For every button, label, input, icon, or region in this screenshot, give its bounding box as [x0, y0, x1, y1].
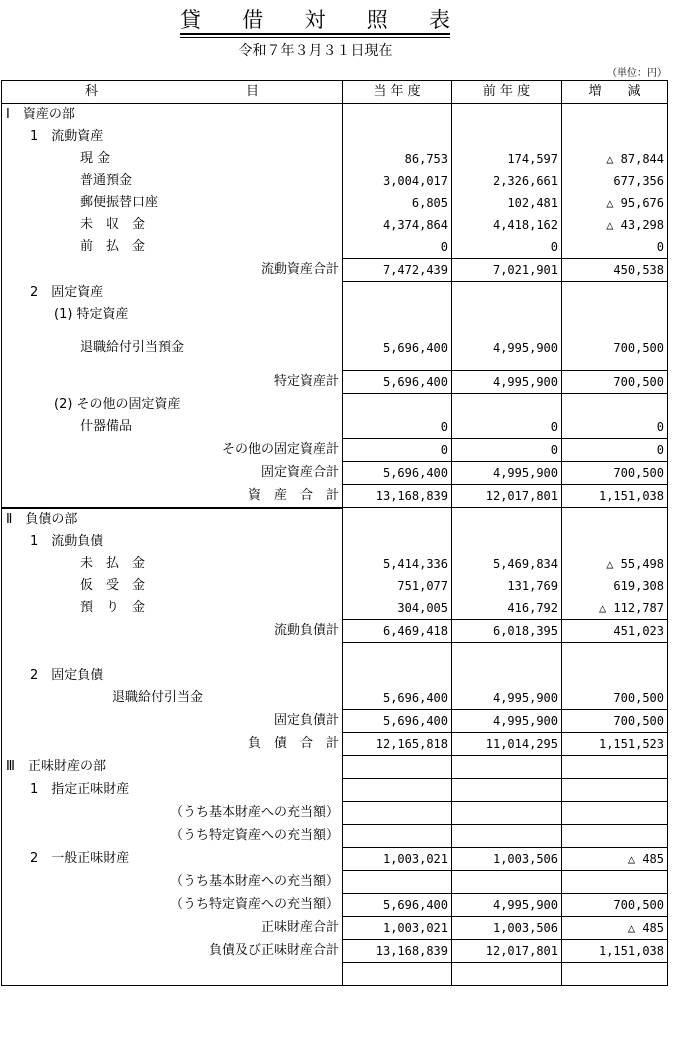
title-char: 照 — [366, 8, 388, 32]
row-label: 退職給付引当預金 — [2, 326, 343, 371]
table-row — [2, 416, 668, 439]
row-label: 流動負債計 — [2, 619, 343, 642]
previous-value — [452, 531, 562, 553]
table-row — [2, 192, 668, 214]
change-value — [562, 778, 668, 801]
table-row — [2, 126, 668, 148]
previous-value — [452, 104, 562, 127]
previous-value: 4,995,900 — [452, 893, 562, 916]
row-label — [2, 962, 343, 985]
current-value — [343, 282, 452, 305]
change-value: 700,500 — [562, 371, 668, 394]
table-row — [2, 939, 668, 962]
change-value: △ 87,844 — [562, 148, 668, 170]
change-value — [562, 104, 668, 127]
row-label: 未 収 金 — [2, 214, 343, 236]
row-label: 1 指定正味財産 — [2, 778, 343, 801]
table-row — [2, 282, 668, 305]
table-row — [2, 531, 668, 553]
current-value — [343, 824, 452, 847]
current-value — [343, 304, 452, 326]
table-row — [2, 597, 668, 620]
change-value: 451,023 — [562, 619, 668, 642]
previous-value: 4,418,162 — [452, 214, 562, 236]
header-previous: 前 年 度 — [452, 81, 562, 104]
table-row — [2, 962, 668, 985]
previous-value: 12,017,801 — [452, 485, 562, 508]
current-value — [343, 870, 452, 893]
previous-value: 174,597 — [452, 148, 562, 170]
previous-value: 131,769 — [452, 575, 562, 597]
previous-value — [452, 778, 562, 801]
table-row — [2, 847, 668, 870]
change-value: 450,538 — [562, 259, 668, 282]
change-value — [562, 642, 668, 665]
current-value: 5,696,400 — [343, 462, 452, 485]
table-row — [2, 371, 668, 394]
change-value — [562, 801, 668, 824]
table-row — [2, 642, 668, 665]
current-value — [343, 778, 452, 801]
change-value: 1,151,038 — [562, 939, 668, 962]
row-label: （うち基本財産への充当額） — [2, 801, 343, 824]
table-row — [2, 824, 668, 847]
row-label: （うち特定資産への充当額） — [2, 824, 343, 847]
current-value: 13,168,839 — [343, 485, 452, 508]
current-value: 1,003,021 — [343, 847, 452, 870]
change-value — [562, 126, 668, 148]
current-value: 13,168,839 — [343, 939, 452, 962]
title-char: 貸 — [180, 8, 201, 32]
current-value — [343, 126, 452, 148]
current-value — [343, 962, 452, 985]
change-value: △ 43,298 — [562, 214, 668, 236]
table-row — [2, 259, 668, 282]
table-row — [2, 462, 668, 485]
table-row — [2, 508, 668, 531]
previous-value — [452, 126, 562, 148]
table-row — [2, 801, 668, 824]
row-label: 普通預金 — [2, 170, 343, 192]
table-row — [2, 893, 668, 916]
previous-value — [452, 755, 562, 778]
change-value: 1,151,523 — [562, 732, 668, 755]
previous-value: 0 — [452, 236, 562, 259]
previous-value: 416,792 — [452, 597, 562, 620]
current-value: 751,077 — [343, 575, 452, 597]
table-row — [2, 326, 668, 371]
previous-value — [452, 962, 562, 985]
header-row — [2, 81, 668, 104]
previous-value — [452, 282, 562, 305]
current-value: 4,374,864 — [343, 214, 452, 236]
previous-value: 4,995,900 — [452, 687, 562, 710]
previous-value: 11,014,295 — [452, 732, 562, 755]
change-value — [562, 508, 668, 531]
row-label: 2 一般正味財産 — [2, 847, 343, 870]
current-value: 5,696,400 — [343, 326, 452, 371]
current-value: 1,003,021 — [343, 916, 452, 939]
previous-value: 0 — [452, 416, 562, 439]
table-row — [2, 104, 668, 127]
change-value: 677,356 — [562, 170, 668, 192]
change-value — [562, 824, 668, 847]
previous-value — [452, 508, 562, 531]
table-row — [2, 236, 668, 259]
previous-value: 0 — [452, 439, 562, 462]
row-label: 退職給付引当金 — [2, 687, 343, 710]
current-value — [343, 755, 452, 778]
table-row — [2, 870, 668, 893]
previous-value: 2,326,661 — [452, 170, 562, 192]
table-row — [2, 687, 668, 710]
previous-value: 1,003,506 — [452, 916, 562, 939]
table-row — [2, 709, 668, 732]
change-value: 700,500 — [562, 326, 668, 371]
report-date: 令和７年３月３１日現在 — [238, 43, 393, 59]
title-char: 対 — [304, 8, 326, 32]
table-row — [2, 304, 668, 326]
previous-value: 4,995,900 — [452, 462, 562, 485]
change-value: △ 485 — [562, 916, 668, 939]
row-label: Ⅱ 負債の部 — [2, 508, 343, 531]
previous-value: 4,995,900 — [452, 371, 562, 394]
current-value: 0 — [343, 439, 452, 462]
previous-value: 5,469,834 — [452, 553, 562, 575]
change-value: △ 55,498 — [562, 553, 668, 575]
previous-value — [452, 642, 562, 665]
change-value — [562, 304, 668, 326]
current-value — [343, 531, 452, 553]
current-value — [343, 665, 452, 687]
table-body — [2, 104, 668, 986]
table-row — [2, 732, 668, 755]
row-label: 負債及び正味財産合計 — [2, 939, 343, 962]
row-label: 預 り 金 — [2, 597, 343, 620]
row-label: Ⅰ 資産の部 — [2, 104, 343, 127]
current-value: 304,005 — [343, 597, 452, 620]
row-label — [2, 642, 343, 665]
table-row — [2, 553, 668, 575]
header-item — [2, 81, 343, 104]
current-value: 6,469,418 — [343, 619, 452, 642]
change-value — [562, 755, 668, 778]
current-value: 0 — [343, 236, 452, 259]
header-item-left: 科 — [85, 84, 99, 99]
row-label: 負 債 合 計 — [2, 732, 343, 755]
table-row — [2, 170, 668, 192]
change-value: 0 — [562, 416, 668, 439]
previous-value: 6,018,395 — [452, 619, 562, 642]
row-label: 流動資産合計 — [2, 259, 343, 282]
title-underline — [180, 33, 450, 35]
current-value: 5,696,400 — [343, 709, 452, 732]
row-label: 2 固定資産 — [2, 282, 343, 305]
header-change: 増 減 — [562, 81, 668, 104]
row-label: (1) 特定資産 — [2, 304, 343, 326]
table-row — [2, 916, 668, 939]
change-value: 1,151,038 — [562, 485, 668, 508]
change-value: 700,500 — [562, 893, 668, 916]
change-value: 700,500 — [562, 709, 668, 732]
row-label: (2) その他の固定資産 — [2, 394, 343, 417]
current-value — [343, 508, 452, 531]
change-value: △ 95,676 — [562, 192, 668, 214]
header-current: 当 年 度 — [343, 81, 452, 104]
change-value: △ 112,787 — [562, 597, 668, 620]
current-value: 5,696,400 — [343, 893, 452, 916]
current-value: 3,004,017 — [343, 170, 452, 192]
current-value — [343, 642, 452, 665]
previous-value: 4,995,900 — [452, 326, 562, 371]
document-title — [180, 4, 450, 34]
row-label: 資 産 合 計 — [2, 485, 343, 508]
row-label: （うち特定資産への充当額） — [2, 893, 343, 916]
row-label: 1 流動資産 — [2, 126, 343, 148]
row-label: 前 払 金 — [2, 236, 343, 259]
title-underline — [180, 37, 450, 38]
current-value — [343, 394, 452, 417]
row-label: 正味財産合計 — [2, 916, 343, 939]
current-value: 6,805 — [343, 192, 452, 214]
previous-value: 1,003,506 — [452, 847, 562, 870]
row-label: 郵便振替口座 — [2, 192, 343, 214]
row-label: （うち基本財産への充当額） — [2, 870, 343, 893]
header-item-right: 目 — [245, 84, 259, 99]
row-label: Ⅲ 正味財産の部 — [2, 755, 343, 778]
change-value: 0 — [562, 439, 668, 462]
table-row — [2, 214, 668, 236]
row-label: 固定負債計 — [2, 709, 343, 732]
previous-value: 12,017,801 — [452, 939, 562, 962]
change-value: 619,308 — [562, 575, 668, 597]
change-value — [562, 394, 668, 417]
previous-value: 7,021,901 — [452, 259, 562, 282]
previous-value: 4,995,900 — [452, 709, 562, 732]
row-label: 現 金 — [2, 148, 343, 170]
table-row — [2, 778, 668, 801]
current-value: 0 — [343, 416, 452, 439]
row-label: 未 払 金 — [2, 553, 343, 575]
table-row — [2, 619, 668, 642]
title-char: 借 — [242, 8, 264, 32]
previous-value — [452, 304, 562, 326]
previous-value: 102,481 — [452, 192, 562, 214]
previous-value — [452, 824, 562, 847]
current-value: 12,165,818 — [343, 732, 452, 755]
previous-value — [452, 394, 562, 417]
change-value — [562, 665, 668, 687]
balance-sheet-table — [1, 80, 668, 986]
change-value: △ 485 — [562, 847, 668, 870]
current-value: 5,696,400 — [343, 687, 452, 710]
change-value — [562, 531, 668, 553]
previous-value — [452, 870, 562, 893]
change-value — [562, 962, 668, 985]
row-label: 特定資産計 — [2, 371, 343, 394]
current-value: 5,414,336 — [343, 553, 452, 575]
change-value: 700,500 — [562, 462, 668, 485]
table-row — [2, 665, 668, 687]
table-row — [2, 575, 668, 597]
change-value: 700,500 — [562, 687, 668, 710]
previous-value — [452, 801, 562, 824]
row-label: 1 流動負債 — [2, 531, 343, 553]
previous-value — [452, 665, 562, 687]
table-row — [2, 394, 668, 417]
row-label: 2 固定負債 — [2, 665, 343, 687]
table-row — [2, 755, 668, 778]
current-value — [343, 801, 452, 824]
current-value: 7,472,439 — [343, 259, 452, 282]
current-value — [343, 104, 452, 127]
change-value — [562, 870, 668, 893]
change-value: 0 — [562, 236, 668, 259]
row-label: 固定資産合計 — [2, 462, 343, 485]
table-row — [2, 485, 668, 508]
title-char: 表 — [429, 8, 450, 32]
change-value — [562, 282, 668, 305]
row-label: 仮 受 金 — [2, 575, 343, 597]
current-value: 5,696,400 — [343, 371, 452, 394]
unit-label: （単位：円） — [607, 68, 667, 79]
row-label: 什器備品 — [2, 416, 343, 439]
table-row — [2, 439, 668, 462]
current-value: 86,753 — [343, 148, 452, 170]
table-row — [2, 148, 668, 170]
row-label: その他の固定資産計 — [2, 439, 343, 462]
